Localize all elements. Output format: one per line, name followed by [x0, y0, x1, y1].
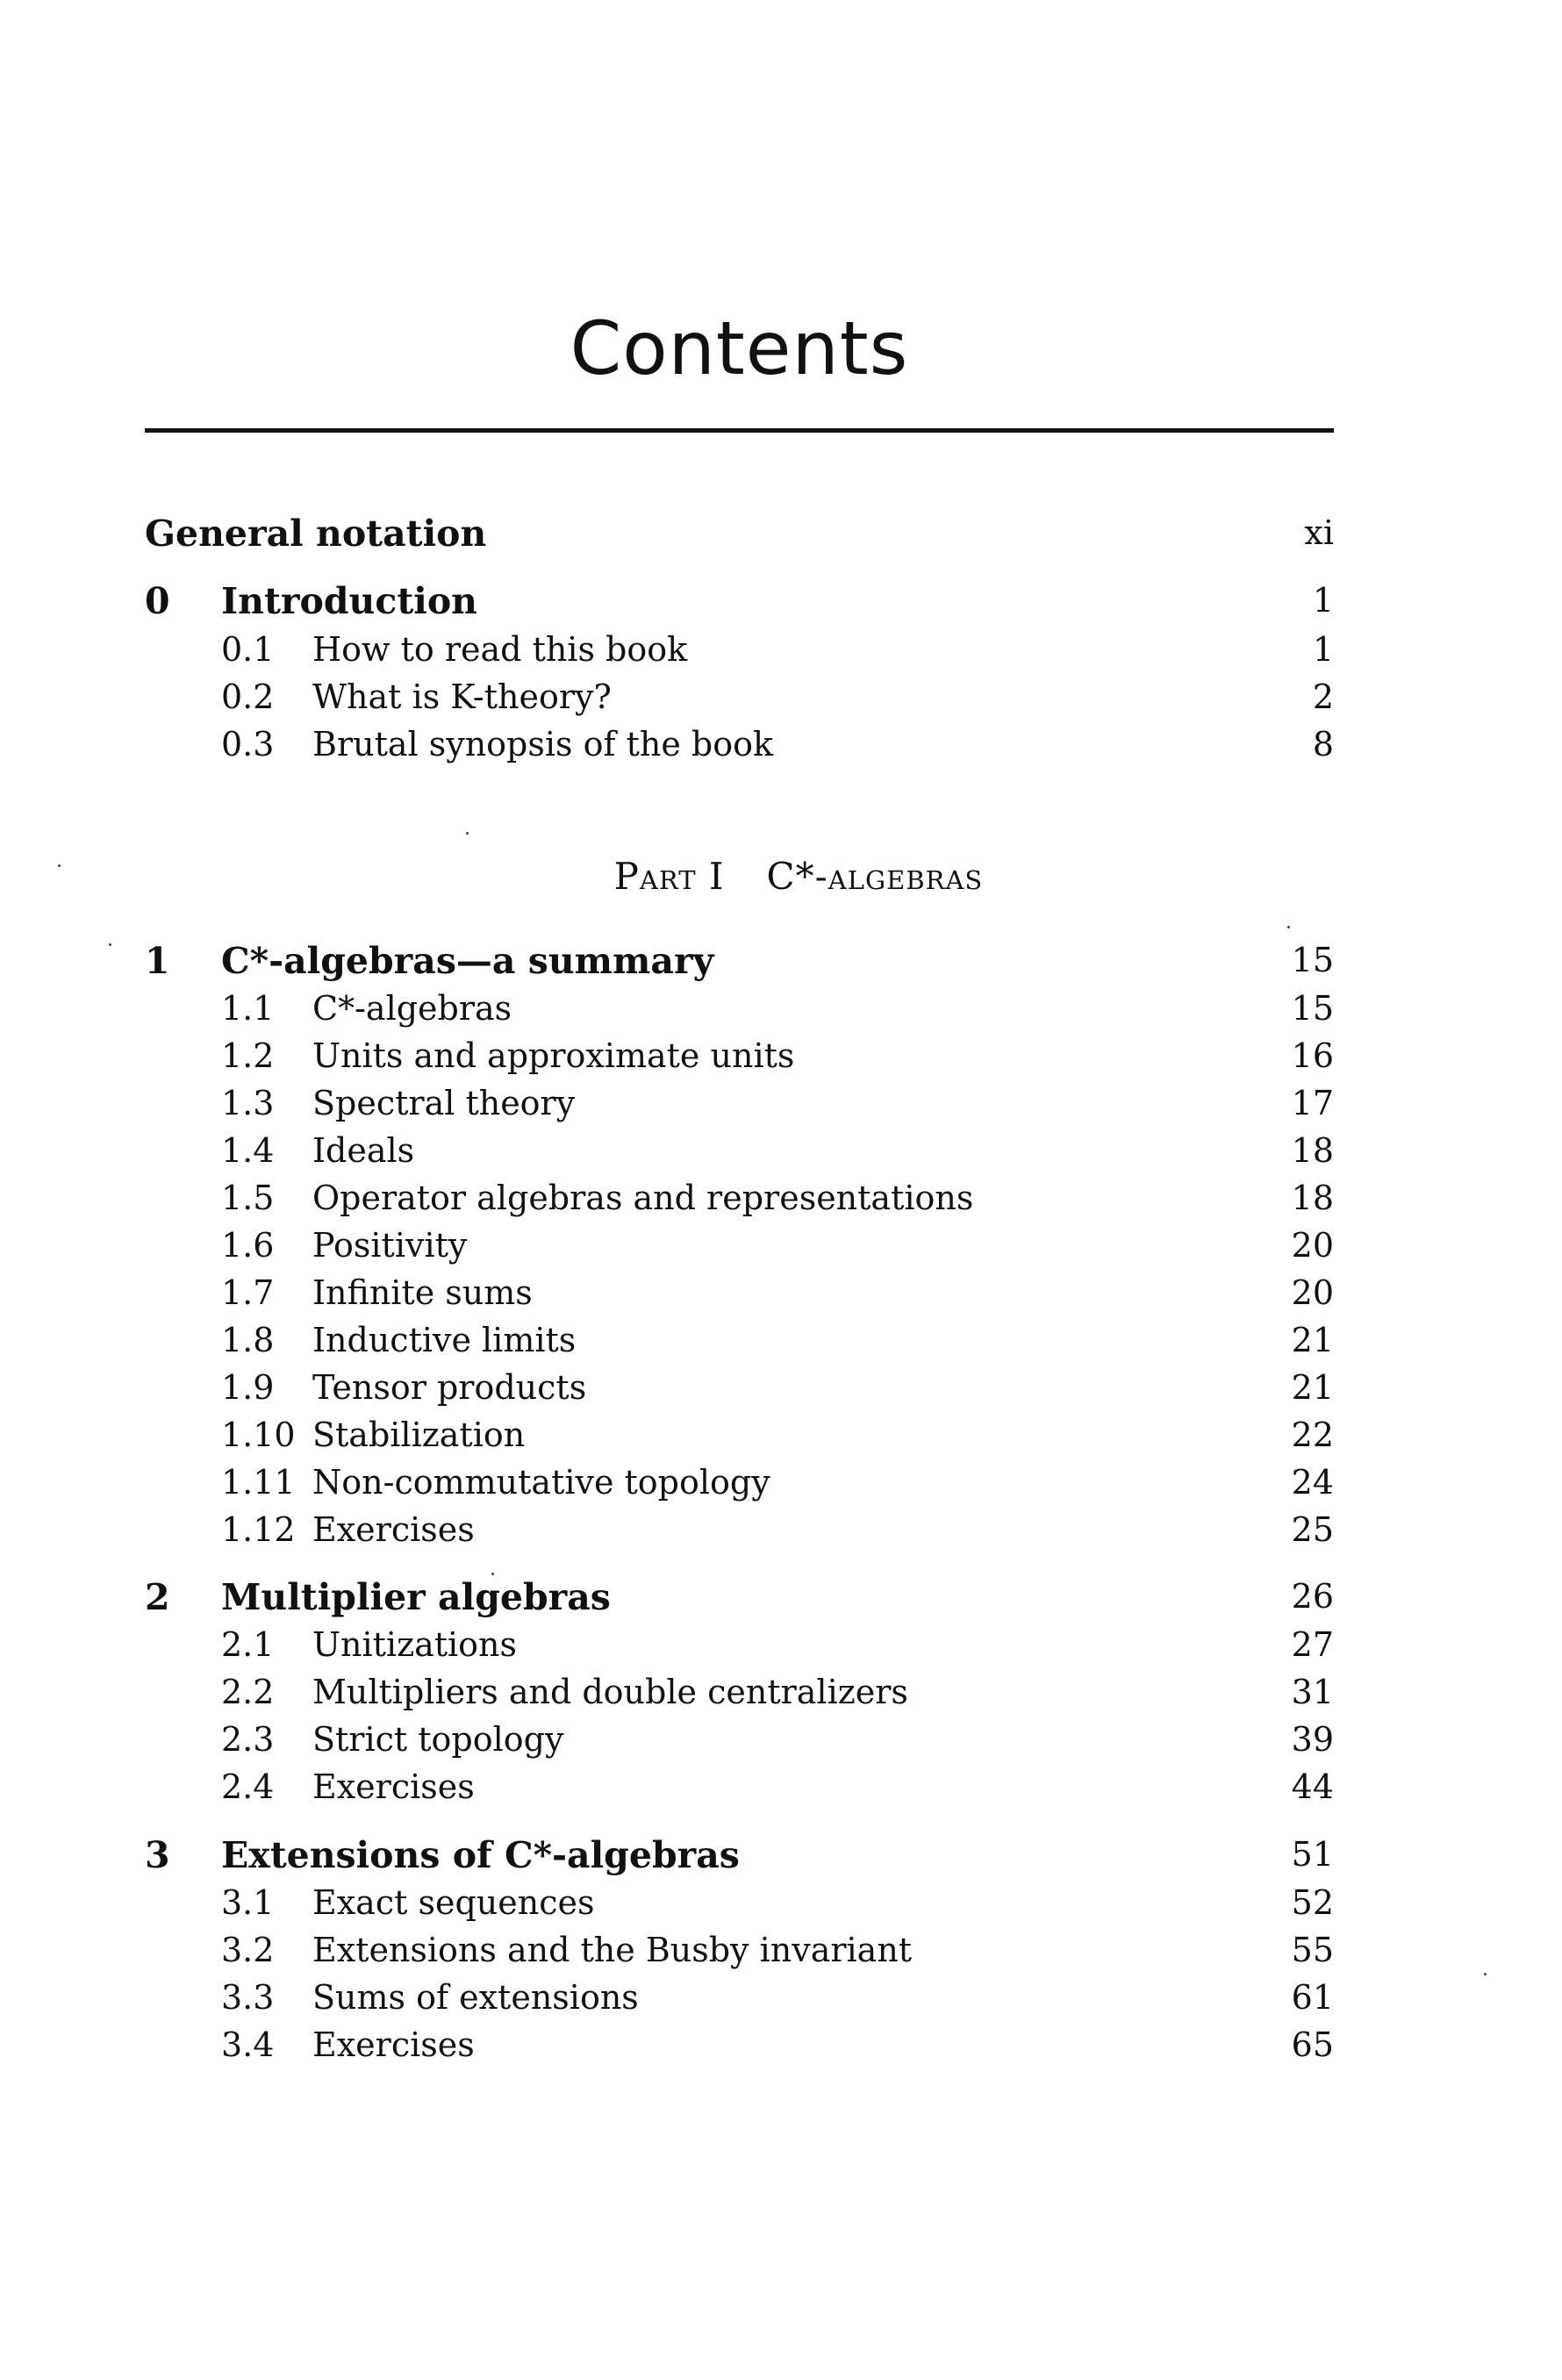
section-page: 61: [1291, 1978, 1334, 2017]
section-title: Exact sequences: [312, 1883, 595, 1922]
chapter-page: 1: [1312, 581, 1334, 620]
section-number: 1.11: [221, 1463, 296, 1502]
scan-speck: [109, 943, 111, 946]
section-page: 16: [1291, 1036, 1334, 1075]
section-title: Infinite sums: [312, 1273, 533, 1312]
section-page: 65: [1291, 2025, 1334, 2064]
chapter-number: 3: [145, 1834, 170, 1876]
part-label: Part I: [613, 855, 725, 898]
section-title: Unitizations: [312, 1625, 518, 1664]
section-title: Operator algebras and representations: [312, 1179, 974, 1217]
section-page: 18: [1291, 1179, 1334, 1217]
section-page: 27: [1291, 1625, 1334, 1664]
section-number: 3.4: [221, 2025, 275, 2064]
scan-speck: [491, 1573, 494, 1575]
section-page: 21: [1291, 1368, 1334, 1407]
section-page: 1: [1312, 630, 1334, 669]
section-page: 8: [1312, 725, 1334, 763]
section-number: 0.3: [221, 725, 275, 763]
section-number: 1.12: [221, 1510, 296, 1549]
section-page: 20: [1291, 1226, 1334, 1265]
section-number: 1.1: [221, 989, 275, 1028]
section-number: 3.1: [221, 1883, 275, 1922]
scan-speck: [1287, 926, 1290, 928]
section-page: 21: [1291, 1321, 1334, 1359]
section-page: 17: [1291, 1084, 1334, 1122]
chapter-page: 15: [1291, 941, 1334, 979]
chapter-number: 2: [145, 1576, 170, 1618]
section-page: 39: [1291, 1720, 1334, 1759]
section-page: 20: [1291, 1273, 1334, 1312]
toc-entry-title: General notation: [145, 513, 487, 555]
section-page: 15: [1291, 989, 1334, 1028]
section-number: 0.2: [221, 677, 275, 716]
section-number: 2.4: [221, 1767, 275, 1806]
toc-entry-page: xi: [1304, 513, 1334, 552]
scan-speck: [466, 832, 469, 835]
section-title: How to read this book: [312, 630, 688, 669]
page-title: Contents: [570, 305, 909, 391]
section-number: 2.3: [221, 1720, 275, 1759]
section-title: Strict topology: [312, 1720, 564, 1759]
scan-speck: [58, 864, 61, 867]
section-title: Exercises: [312, 2025, 475, 2064]
section-title: Positivity: [312, 1226, 468, 1265]
section-number: 1.8: [221, 1321, 275, 1359]
part-title: C*-algebras: [766, 855, 984, 898]
chapter-title: Introduction: [221, 580, 477, 622]
title-rule: [145, 428, 1334, 433]
chapter-number: 0: [145, 580, 170, 622]
section-title: Exercises: [312, 1767, 475, 1806]
section-number: 1.10: [221, 1416, 296, 1454]
section-number: 3.2: [221, 1931, 275, 1969]
section-page: 55: [1291, 1931, 1334, 1969]
section-number: 1.5: [221, 1179, 275, 1217]
chapter-number: 1: [145, 940, 170, 982]
section-title: Brutal synopsis of the book: [312, 725, 774, 763]
section-page: 31: [1291, 1673, 1334, 1711]
section-number: 1.7: [221, 1273, 275, 1312]
chapter-page: 26: [1291, 1577, 1334, 1616]
section-number: 1.3: [221, 1084, 275, 1122]
section-number: 3.3: [221, 1978, 275, 2017]
chapter-title: Multiplier algebras: [221, 1576, 611, 1618]
scan-speck: [1484, 1973, 1487, 1975]
section-title: Inductive limits: [312, 1321, 577, 1359]
section-number: 2.1: [221, 1625, 275, 1664]
section-page: 18: [1291, 1131, 1334, 1170]
section-title: Stabilization: [312, 1416, 526, 1454]
section-number: 2.2: [221, 1673, 275, 1711]
section-page: 22: [1291, 1416, 1334, 1454]
section-number: 1.2: [221, 1036, 275, 1075]
section-title: Sums of extensions: [312, 1978, 639, 2017]
section-title: Tensor products: [312, 1368, 587, 1407]
section-page: 25: [1291, 1510, 1334, 1549]
section-page: 24: [1291, 1463, 1334, 1502]
section-number: 1.6: [221, 1226, 275, 1265]
section-title: Ideals: [312, 1131, 415, 1170]
chapter-title: C*-algebras—a summary: [221, 940, 714, 982]
section-page: 2: [1312, 677, 1334, 716]
section-title: Exercises: [312, 1510, 475, 1549]
section-title: Extensions and the Busby invariant: [312, 1931, 913, 1969]
chapter-page: 51: [1291, 1835, 1334, 1874]
section-title: Multipliers and double centralizers: [312, 1673, 908, 1711]
chapter-title: Extensions of C*-algebras: [221, 1834, 740, 1876]
section-page: 52: [1291, 1883, 1334, 1922]
section-number: 0.1: [221, 630, 275, 669]
section-page: 44: [1291, 1767, 1334, 1806]
section-title: C*-algebras: [312, 989, 512, 1028]
section-title: What is K-theory?: [312, 677, 612, 716]
section-number: 1.4: [221, 1131, 275, 1170]
part-heading[interactable]: [145, 855, 1452, 898]
section-title: Spectral theory: [312, 1084, 576, 1122]
section-title: Non-commutative topology: [312, 1463, 770, 1502]
section-title: Units and approximate units: [312, 1036, 795, 1075]
section-number: 1.9: [221, 1368, 275, 1407]
